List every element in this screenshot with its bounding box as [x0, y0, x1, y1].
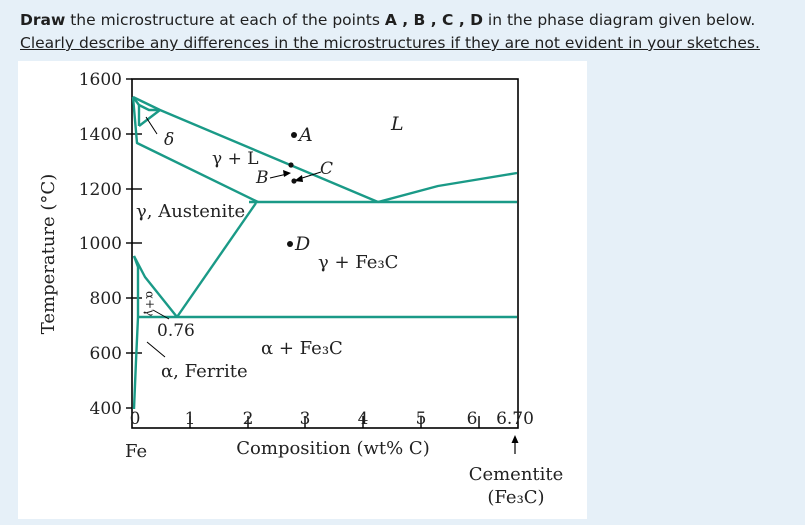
phase-diagram: [18, 61, 587, 519]
x-tick-1: 1: [184, 409, 196, 429]
question-line-1: [20, 9, 790, 32]
region-austenite: γ, Austenite: [136, 201, 246, 222]
region-gamma-liquid: γ + L: [212, 149, 259, 169]
region-ferrite: α, Ferrite: [161, 361, 248, 382]
point-a-label: A: [299, 124, 313, 146]
fe-label: Fe: [125, 441, 148, 462]
cementite-formula: (Fe₃C): [487, 487, 545, 508]
liquidus-right: [378, 173, 517, 202]
y-tick-600: 600: [89, 344, 122, 364]
delta-leader: [146, 117, 157, 134]
region-delta: δ: [164, 130, 175, 150]
x-tick-marks: [190, 416, 479, 428]
point-b-label: B: [256, 168, 269, 188]
y-tick-1200: 1200: [78, 180, 122, 200]
question-line-2: Clearly describe any differences in the microstructures if they are not evident in your sketches.: [20, 34, 760, 52]
cementite-arrow: [512, 435, 519, 454]
eutectoid-composition: 0.76: [157, 321, 195, 341]
question-verb: Draw: [20, 11, 66, 29]
x-tick-0: 0: [129, 409, 141, 429]
cementite-label: Cementite: [468, 464, 564, 485]
x-tick-5: 5: [415, 409, 427, 429]
y-tick-400: 400: [89, 399, 122, 419]
region-gamma-fe3c: γ + Fe₃C: [318, 252, 399, 273]
x-tick-6-70: 6.70: [496, 409, 534, 429]
region-liquid: L: [391, 113, 404, 135]
point-c-label: C: [320, 159, 334, 179]
point-a-marker: [291, 132, 297, 138]
y-tick-marks: [126, 79, 142, 408]
x-tick-3: 3: [299, 409, 311, 429]
x-tick-2: 2: [242, 409, 254, 429]
x-axis-label: Composition (wt% C): [236, 438, 430, 459]
alpha-solvus-lower: [134, 317, 138, 409]
point-c-marker: [291, 178, 296, 183]
point-b-arrow: [270, 170, 291, 178]
point-b-marker: [288, 162, 293, 167]
y-tick-800: 800: [89, 289, 122, 309]
ferrite-leader: [147, 342, 165, 357]
region-alpha-fe3c: α + Fe₃C: [261, 338, 343, 359]
point-d-label: D: [295, 233, 311, 255]
question-text-end: in the phase diagram given below.: [482, 11, 756, 29]
x-tick-4: 4: [357, 409, 369, 429]
question-points: A , B , C , D: [384, 11, 483, 29]
alpha-solvus-upper: [134, 256, 138, 317]
y-tick-1600: 1600: [78, 70, 122, 90]
y-tick-1000: 1000: [78, 234, 122, 254]
y-tick-1400: 1400: [78, 125, 122, 145]
question-text-part: the microstructure at each of the points: [65, 11, 385, 29]
region-alpha-gamma: α+γ: [143, 291, 157, 317]
question-text: [20, 9, 790, 55]
x-tick-6: 6: [466, 409, 478, 429]
phase-diagram-panel: [18, 61, 587, 519]
peritectic-tie: [139, 110, 160, 126]
point-d-marker: [287, 241, 293, 247]
y-axis-label: Temperature (°C): [38, 173, 59, 335]
